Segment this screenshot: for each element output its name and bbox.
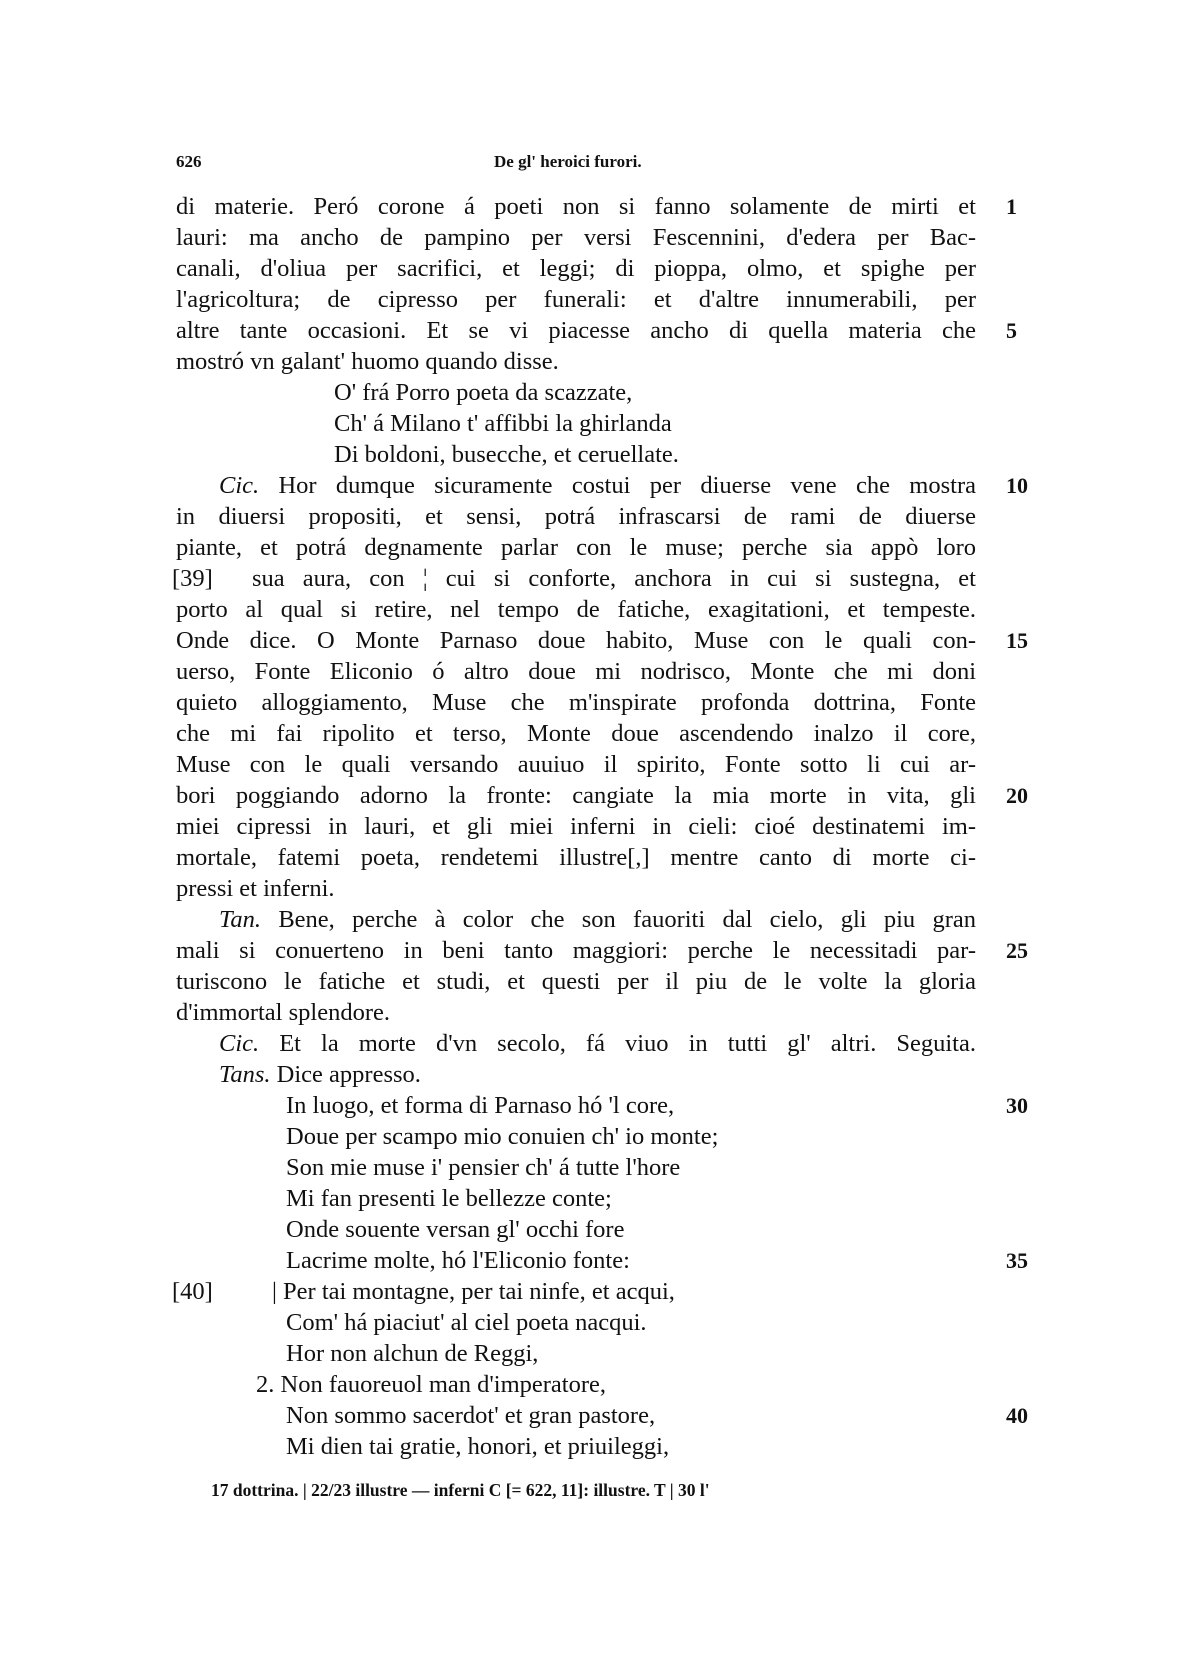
line-text: mostró vn galant' huomo quando disse. <box>176 348 559 375</box>
verse-text: Hor non alchun de Reggi, <box>286 1340 539 1367</box>
line-text: Dice appresso. <box>276 1061 421 1088</box>
verse-text: Mi dien tai gratie, honori, et priuileggi, <box>286 1433 670 1460</box>
speaker-label: Tans. <box>219 1061 271 1088</box>
page-header <box>176 152 996 176</box>
line-text: pressi et inferni. <box>176 875 335 902</box>
line-text: turiscono le fatiche et studi, et questi per il piu de le volte la gloria <box>176 968 976 995</box>
verse-text: | Per tai montagne, per tai ninfe, et acqui, <box>272 1278 675 1305</box>
line-text: porto al qual si retire, nel tempo de fatiche, exagitationi, et tempeste. <box>176 596 976 623</box>
text-line <box>176 966 976 997</box>
footnote-apparatus: 17 dottrina. | 22/23 illustre — inferni C [= 622, 11]: illustre. T | 30 l' <box>211 1480 710 1500</box>
text-line <box>176 780 1028 811</box>
line-text: di materie. Peró corone á poeti non si fanno solamente de mirti et <box>176 193 976 220</box>
line-text: miei cipressi in lauri, et gli miei inferni in cieli: cioé destinatemi im- <box>176 813 976 840</box>
line-text: altre tante occasioni. Et se vi piacesse ancho di quella materia che <box>176 317 976 344</box>
text-line <box>176 594 976 625</box>
line-number: 40 <box>1006 1403 1028 1428</box>
line-text: Bene, perche à color che son fauoriti dal cielo, gli piu gran <box>278 906 976 933</box>
text-line <box>176 222 976 253</box>
text-line <box>176 253 976 284</box>
line-text: in diuersi propositi, et sensi, potrá infrascarsi de rami de diuerse <box>176 503 976 530</box>
text-line <box>176 191 1017 222</box>
verse-line <box>176 1090 1028 1121</box>
line-text: bori poggiando adorno la fronte: cangiate la mia morte in vita, gli <box>176 782 976 809</box>
line-text: canali, d'oliua per sacrifici, et leggi; di pioppa, olmo, et spighe per <box>176 255 976 282</box>
verse-line <box>176 1214 976 1245</box>
verse-line <box>176 1245 1028 1276</box>
line-number: 25 <box>1006 938 1028 963</box>
text-line <box>176 470 1028 501</box>
text-line <box>176 687 976 718</box>
main-text <box>172 191 1028 1462</box>
speaker-label: Cic. <box>219 472 260 499</box>
verse-line <box>176 408 976 439</box>
text-line <box>176 284 976 315</box>
verse-line <box>176 1400 1028 1431</box>
verse-line <box>176 1338 976 1369</box>
text-line <box>176 718 976 749</box>
speaker-label: Cic. <box>219 1030 260 1057</box>
line-text: Et la morte d'vn secolo, fá viuo in tutti gl' altri. Seguita. <box>279 1030 976 1057</box>
line-number: 35 <box>1006 1248 1028 1273</box>
line-number: 10 <box>1006 473 1028 498</box>
verse-text: Di boldoni, busecche, et ceruellate. <box>334 441 679 468</box>
line-text: lauri: ma ancho de pampino per versi Fescennini, d'edera per Bac- <box>176 224 976 251</box>
verse-line <box>176 1307 976 1338</box>
verse-line <box>176 439 976 470</box>
text-line <box>176 749 976 780</box>
text-line <box>176 997 976 1028</box>
text-line <box>176 501 976 532</box>
text-line <box>172 563 976 594</box>
text-line <box>176 842 976 873</box>
text-line <box>176 315 1017 346</box>
line-text: l'agricoltura; de cipresso per funerali: et d'altre innumerabili, per <box>176 286 976 313</box>
line-text: quieto alloggiamento, Muse che m'inspirate profonda dottrina, Fonte <box>176 689 976 716</box>
verse-text: In luogo, et forma di Parnaso hó 'l core, <box>286 1092 675 1119</box>
page-number: 626 <box>176 152 202 171</box>
verse-text: Com' há piaciut' al ciel poeta nacqui. <box>286 1309 647 1336</box>
text-line <box>176 625 1028 656</box>
verse-line <box>176 1152 976 1183</box>
text-line <box>176 532 976 563</box>
verse-text: Son mie muse i' pensier ch' á tutte l'hore <box>286 1154 681 1181</box>
line-text: mali si conuerteno in beni tanto maggiori: perche le necessitadi par- <box>176 937 976 964</box>
verse-text: Doue per scampo mio conuien ch' io monte; <box>286 1123 719 1150</box>
text-line <box>176 1059 976 1090</box>
line-text: mortale, fatemi poeta, rendetemi illustre[,] mentre canto di morte ci- <box>176 844 976 871</box>
page-marker: [39] <box>172 565 213 592</box>
verse-line <box>176 377 976 408</box>
text-line <box>176 1028 976 1059</box>
line-number: 1 <box>1006 194 1017 219</box>
speaker-label: Tan. <box>219 906 262 933</box>
verse-line <box>172 1276 976 1307</box>
verse-line <box>176 1431 976 1462</box>
line-text: uerso, Fonte Eliconio ó altro doue mi nodrisco, Monte che mi doni <box>176 658 976 685</box>
verse-line <box>176 1121 976 1152</box>
running-title: De gl' heroici furori. <box>494 152 642 171</box>
verse-line <box>176 1183 976 1214</box>
line-number: 15 <box>1006 628 1028 653</box>
line-number: 20 <box>1006 783 1028 808</box>
page-marker: [40] <box>172 1278 213 1305</box>
verse-text: Onde souente versan gl' occhi fore <box>286 1216 625 1243</box>
text-line <box>176 811 976 842</box>
line-text: piante, et potrá degnamente parlar con le muse; perche sia appò loro <box>176 534 976 561</box>
text-line <box>176 904 976 935</box>
verse-line <box>176 1369 976 1400</box>
text-line <box>176 935 1028 966</box>
line-text: che mi fai ripolito et terso, Monte doue ascendendo inalzo il core, <box>176 720 976 747</box>
text-line <box>176 656 976 687</box>
line-text: d'immortal splendore. <box>176 999 390 1026</box>
verse-text: Mi fan presenti le bellezze conte; <box>286 1185 612 1212</box>
verse-text: Non sommo sacerdot' et gran pastore, <box>286 1402 656 1429</box>
verse-text: 2. Non fauoreuol man d'imperatore, <box>256 1371 607 1398</box>
verse-text: O' frá Porro poeta da scazzate, <box>334 379 633 406</box>
line-number: 30 <box>1006 1093 1028 1118</box>
verse-text: Lacrime molte, hó l'Eliconio fonte: <box>286 1247 630 1274</box>
line-text: sua aura, con ¦ cui si conforte, anchora in cui si sustegna, et <box>252 565 976 592</box>
line-text: Hor dumque sicuramente costui per diuerse vene che mostra <box>278 472 976 499</box>
line-number: 5 <box>1006 318 1017 343</box>
text-line <box>176 873 976 904</box>
line-text: Muse con le quali versando auuiuo il spirito, Fonte sotto li cui ar- <box>176 751 976 778</box>
text-line <box>176 346 976 377</box>
verse-text: Ch' á Milano t' affibbi la ghirlanda <box>334 410 672 437</box>
line-text: Onde dice. O Monte Parnaso doue habito, Muse con le quali con- <box>176 627 976 654</box>
